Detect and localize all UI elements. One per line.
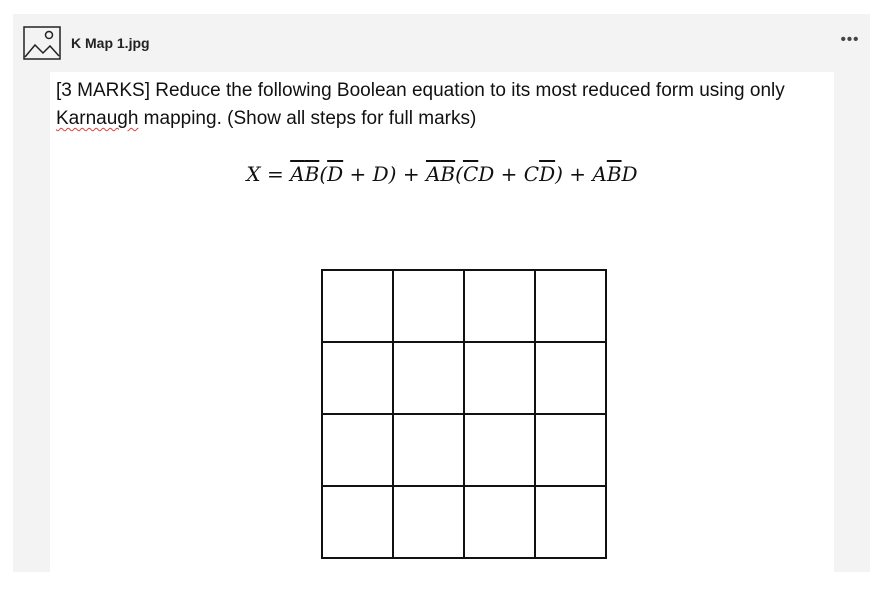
kmap-row <box>322 270 606 342</box>
kmap-cell <box>322 342 393 414</box>
kmap-cell <box>393 414 464 486</box>
attachment-card <box>13 14 870 572</box>
kmap-cell <box>535 486 606 558</box>
method-word: Karnaugh <box>56 108 139 129</box>
kmap-cell <box>464 342 535 414</box>
kmap-cell <box>464 486 535 558</box>
image-preview <box>50 72 834 572</box>
question-text-part1: Reduce the following Boolean equation to its most reduced form using only <box>149 80 785 101</box>
question-text <box>56 77 826 133</box>
file-name[interactable]: K Map 1.jpg <box>71 35 150 51</box>
kmap-cell <box>464 414 535 486</box>
boolean-equation: $X = \overline{A}\overline{B}(\overline{D} + D) + \overline{A}\overline{B}(\overline{C}D + C\overline{D}) + A\overline{B}D$ <box>246 162 638 186</box>
kmap-cell <box>322 486 393 558</box>
image-file-icon <box>23 26 63 62</box>
kmap-cell <box>535 414 606 486</box>
kmap-row <box>322 486 606 558</box>
more-options-button[interactable]: ••• <box>840 31 860 48</box>
kmap-cell <box>393 486 464 558</box>
kmap-cell <box>535 342 606 414</box>
kmap-row <box>322 414 606 486</box>
kmap-cell <box>322 414 393 486</box>
equation-lhs: X <box>246 162 261 186</box>
marks-label: [3 MARKS] <box>56 80 150 101</box>
attachment-header <box>13 14 870 72</box>
equation-equals: = <box>260 162 291 186</box>
kmap-cell <box>535 270 606 342</box>
kmap-cell <box>322 270 393 342</box>
kmap-row <box>322 342 606 414</box>
karnaugh-map-grid <box>321 269 607 559</box>
kmap-cell <box>464 270 535 342</box>
kmap-cell <box>393 270 464 342</box>
kmap-cell <box>393 342 464 414</box>
question-text-part2: mapping. (Show all steps for full marks) <box>138 108 477 129</box>
